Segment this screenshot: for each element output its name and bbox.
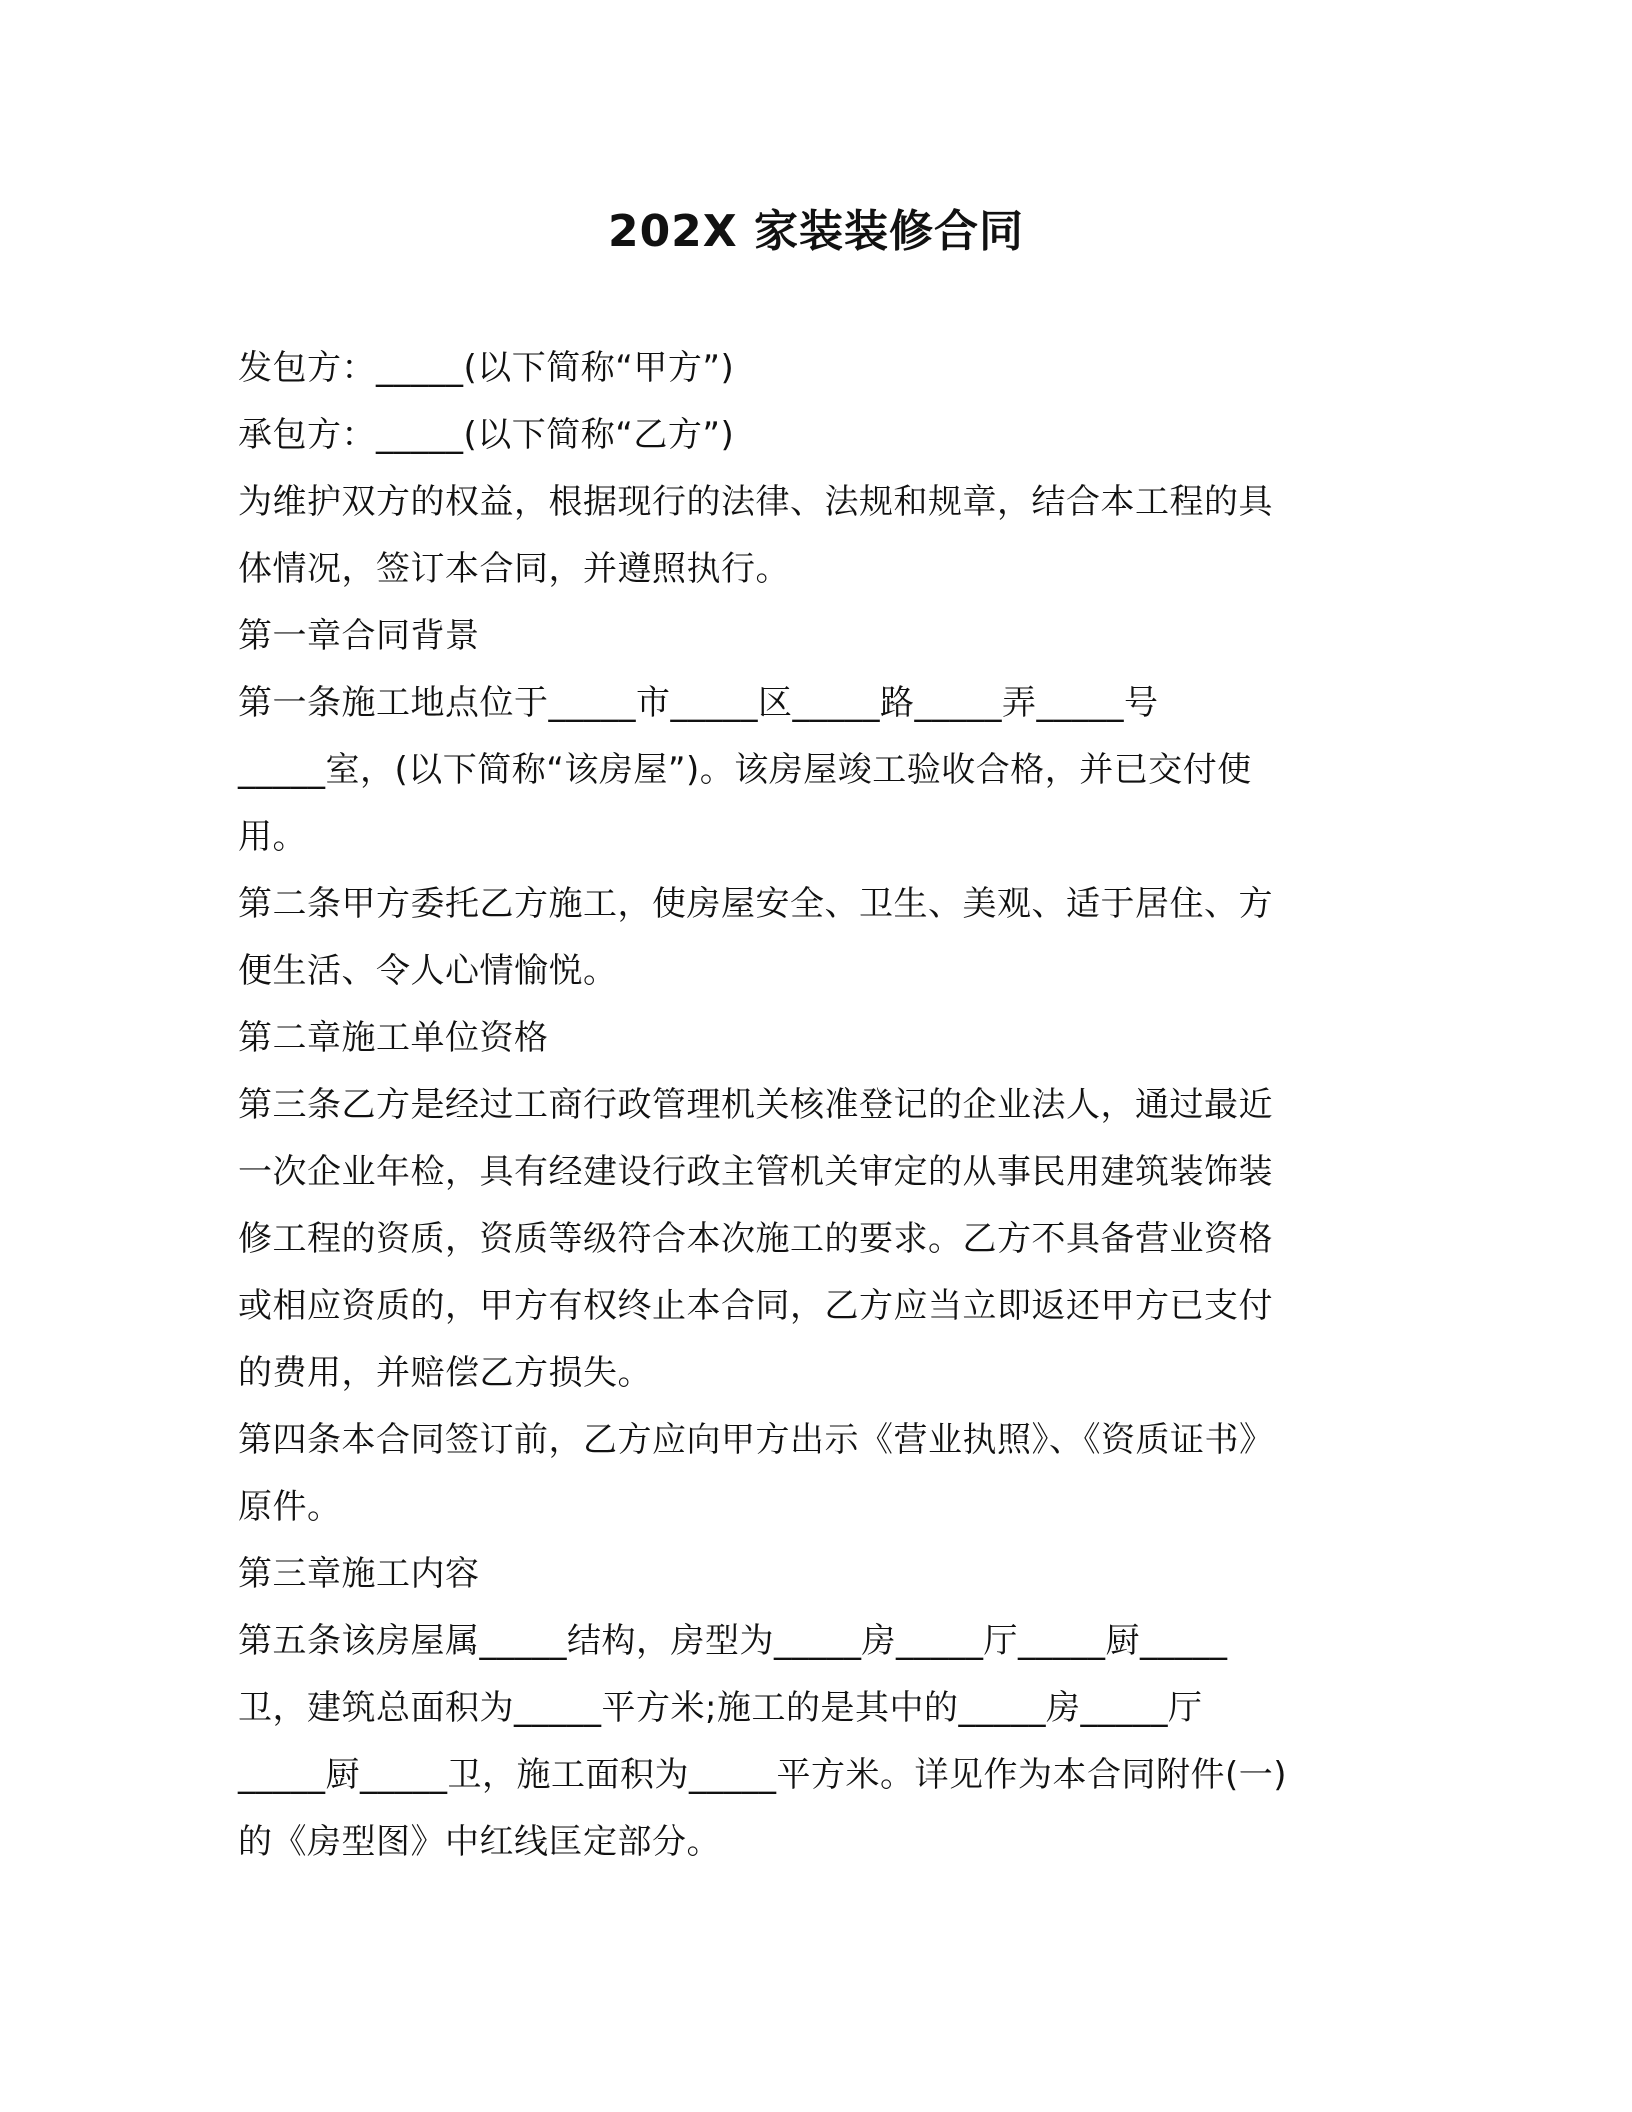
document-title: 202X 家装装修合同 [607,206,1025,257]
text-line: 卫，建筑总面积为_____平方米;施工的是其中的_____房_____厅 [238,1688,1203,1728]
text-line: 的《房型图》中红线匡定部分。 [238,1822,721,1862]
chapter-heading: 第三章施工内容 [238,1554,480,1594]
chapter-heading: 第一章合同背景 [238,616,480,656]
text-line: 第一条施工地点位于_____市_____区_____路_____弄_____号 [238,683,1159,723]
text-line: 的费用，并赔偿乙方损失。 [238,1353,652,1393]
text-line: 便生活、令人心情愉悦。 [238,951,618,991]
text-line: 修工程的资质，资质等级符合本次施工的要求。乙方不具备营业资格 [238,1219,1273,1259]
text-line: _____厨_____卫，施工面积为_____平方米。详见作为本合同附件(一) [238,1755,1288,1795]
text-line: 用。 [238,817,307,857]
text-line: 第三条乙方是经过工商行政管理机关核准登记的企业法人，通过最近 [238,1085,1273,1125]
text-line: 第二条甲方委托乙方施工，使房屋安全、卫生、美观、适于居住、方 [238,884,1273,924]
text-line: 或相应资质的，甲方有权终止本合同，乙方应当立即返还甲方已支付 [238,1286,1273,1326]
text-line: 承包方：_____(以下简称“乙方”) [238,415,735,455]
text-line: 体情况，签订本合同，并遵照执行。 [238,549,790,589]
text-line: 第五条该房屋属_____结构，房型为_____房_____厅_____厨_____ [238,1621,1228,1661]
contract-body [238,335,1398,1876]
chapter-heading: 第二章施工单位资格 [238,1018,549,1058]
text-line: _____室，(以下简称“该房屋”)。该房屋竣工验收合格，并已交付使 [238,750,1252,790]
text-line: 第四条本合同签订前，乙方应向甲方出示《营业执照》、《资质证书》 [238,1420,1274,1460]
text-line: 原件。 [238,1487,342,1527]
text-line: 为维护双方的权益，根据现行的法律、法规和规章，结合本工程的具 [238,482,1273,522]
text-line: 一次企业年检，具有经建设行政主管机关审定的从事民用建筑装饰装 [238,1152,1273,1192]
text-line: 发包方：_____(以下简称“甲方”) [238,348,735,388]
